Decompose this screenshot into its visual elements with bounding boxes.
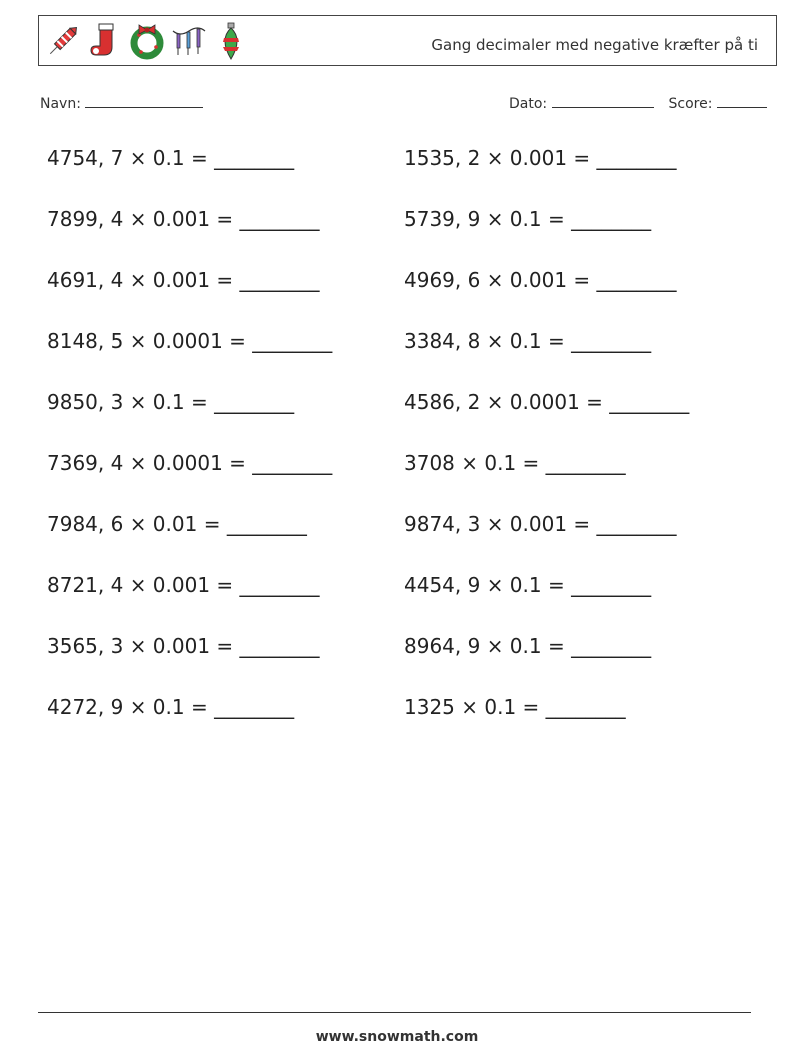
problem-right-3: 4969, 6 × 0.001 = ________: [404, 268, 677, 292]
problem-right-2: 5739, 9 × 0.1 = ________: [404, 207, 652, 231]
ornament-icon: [213, 21, 249, 61]
problem-right-1: 1535, 2 × 0.001 = ________: [404, 146, 677, 170]
firework-rocket-icon: [45, 21, 81, 61]
date-blank[interactable]: [552, 93, 654, 108]
problem-left-6: 7369, 4 × 0.0001 = ________: [47, 451, 333, 475]
problem-right-10: 1325 × 0.1 = ________: [404, 695, 626, 719]
string-lights-icon: [171, 21, 207, 61]
problem-right-8: 4454, 9 × 0.1 = ________: [404, 573, 652, 597]
problem-left-9: 3565, 3 × 0.001 = ________: [47, 634, 320, 658]
problem-left-7: 7984, 6 × 0.01 = ________: [47, 512, 307, 536]
problem-right-6: 3708 × 0.1 = ________: [404, 451, 626, 475]
worksheet-header: [38, 15, 777, 66]
problem-left-1: 4754, 7 × 0.1 = ________: [47, 146, 295, 170]
date-score-fields: [509, 93, 767, 112]
problem-left-3: 4691, 4 × 0.001 = ________: [47, 268, 320, 292]
wreath-icon: [129, 21, 165, 61]
problem-right-5: 4586, 2 × 0.0001 = ________: [404, 390, 690, 414]
score-blank[interactable]: [717, 93, 767, 108]
name-field: [40, 93, 203, 112]
header-icons: [45, 21, 249, 61]
problem-left-2: 7899, 4 × 0.001 = ________: [47, 207, 320, 231]
name-label: Navn:: [40, 96, 81, 112]
problem-right-7: 9874, 3 × 0.001 = ________: [404, 512, 677, 536]
score-label: Score:: [668, 96, 713, 112]
problem-left-4: 8148, 5 × 0.0001 = ________: [47, 329, 333, 353]
problem-right-9: 8964, 9 × 0.1 = ________: [404, 634, 652, 658]
christmas-stocking-icon: [87, 21, 123, 61]
problem-left-5: 9850, 3 × 0.1 = ________: [47, 390, 295, 414]
footer-site: www.snowmath.com: [315, 1029, 479, 1045]
date-label: Dato:: [509, 96, 548, 112]
footer-divider: [38, 1012, 751, 1013]
problem-right-4: 3384, 8 × 0.1 = ________: [404, 329, 652, 353]
problem-left-10: 4272, 9 × 0.1 = ________: [47, 695, 295, 719]
worksheet-title: Gang decimaler med negative kræfter på ti: [431, 36, 758, 54]
name-blank[interactable]: [85, 93, 203, 108]
problem-left-8: 8721, 4 × 0.001 = ________: [47, 573, 320, 597]
